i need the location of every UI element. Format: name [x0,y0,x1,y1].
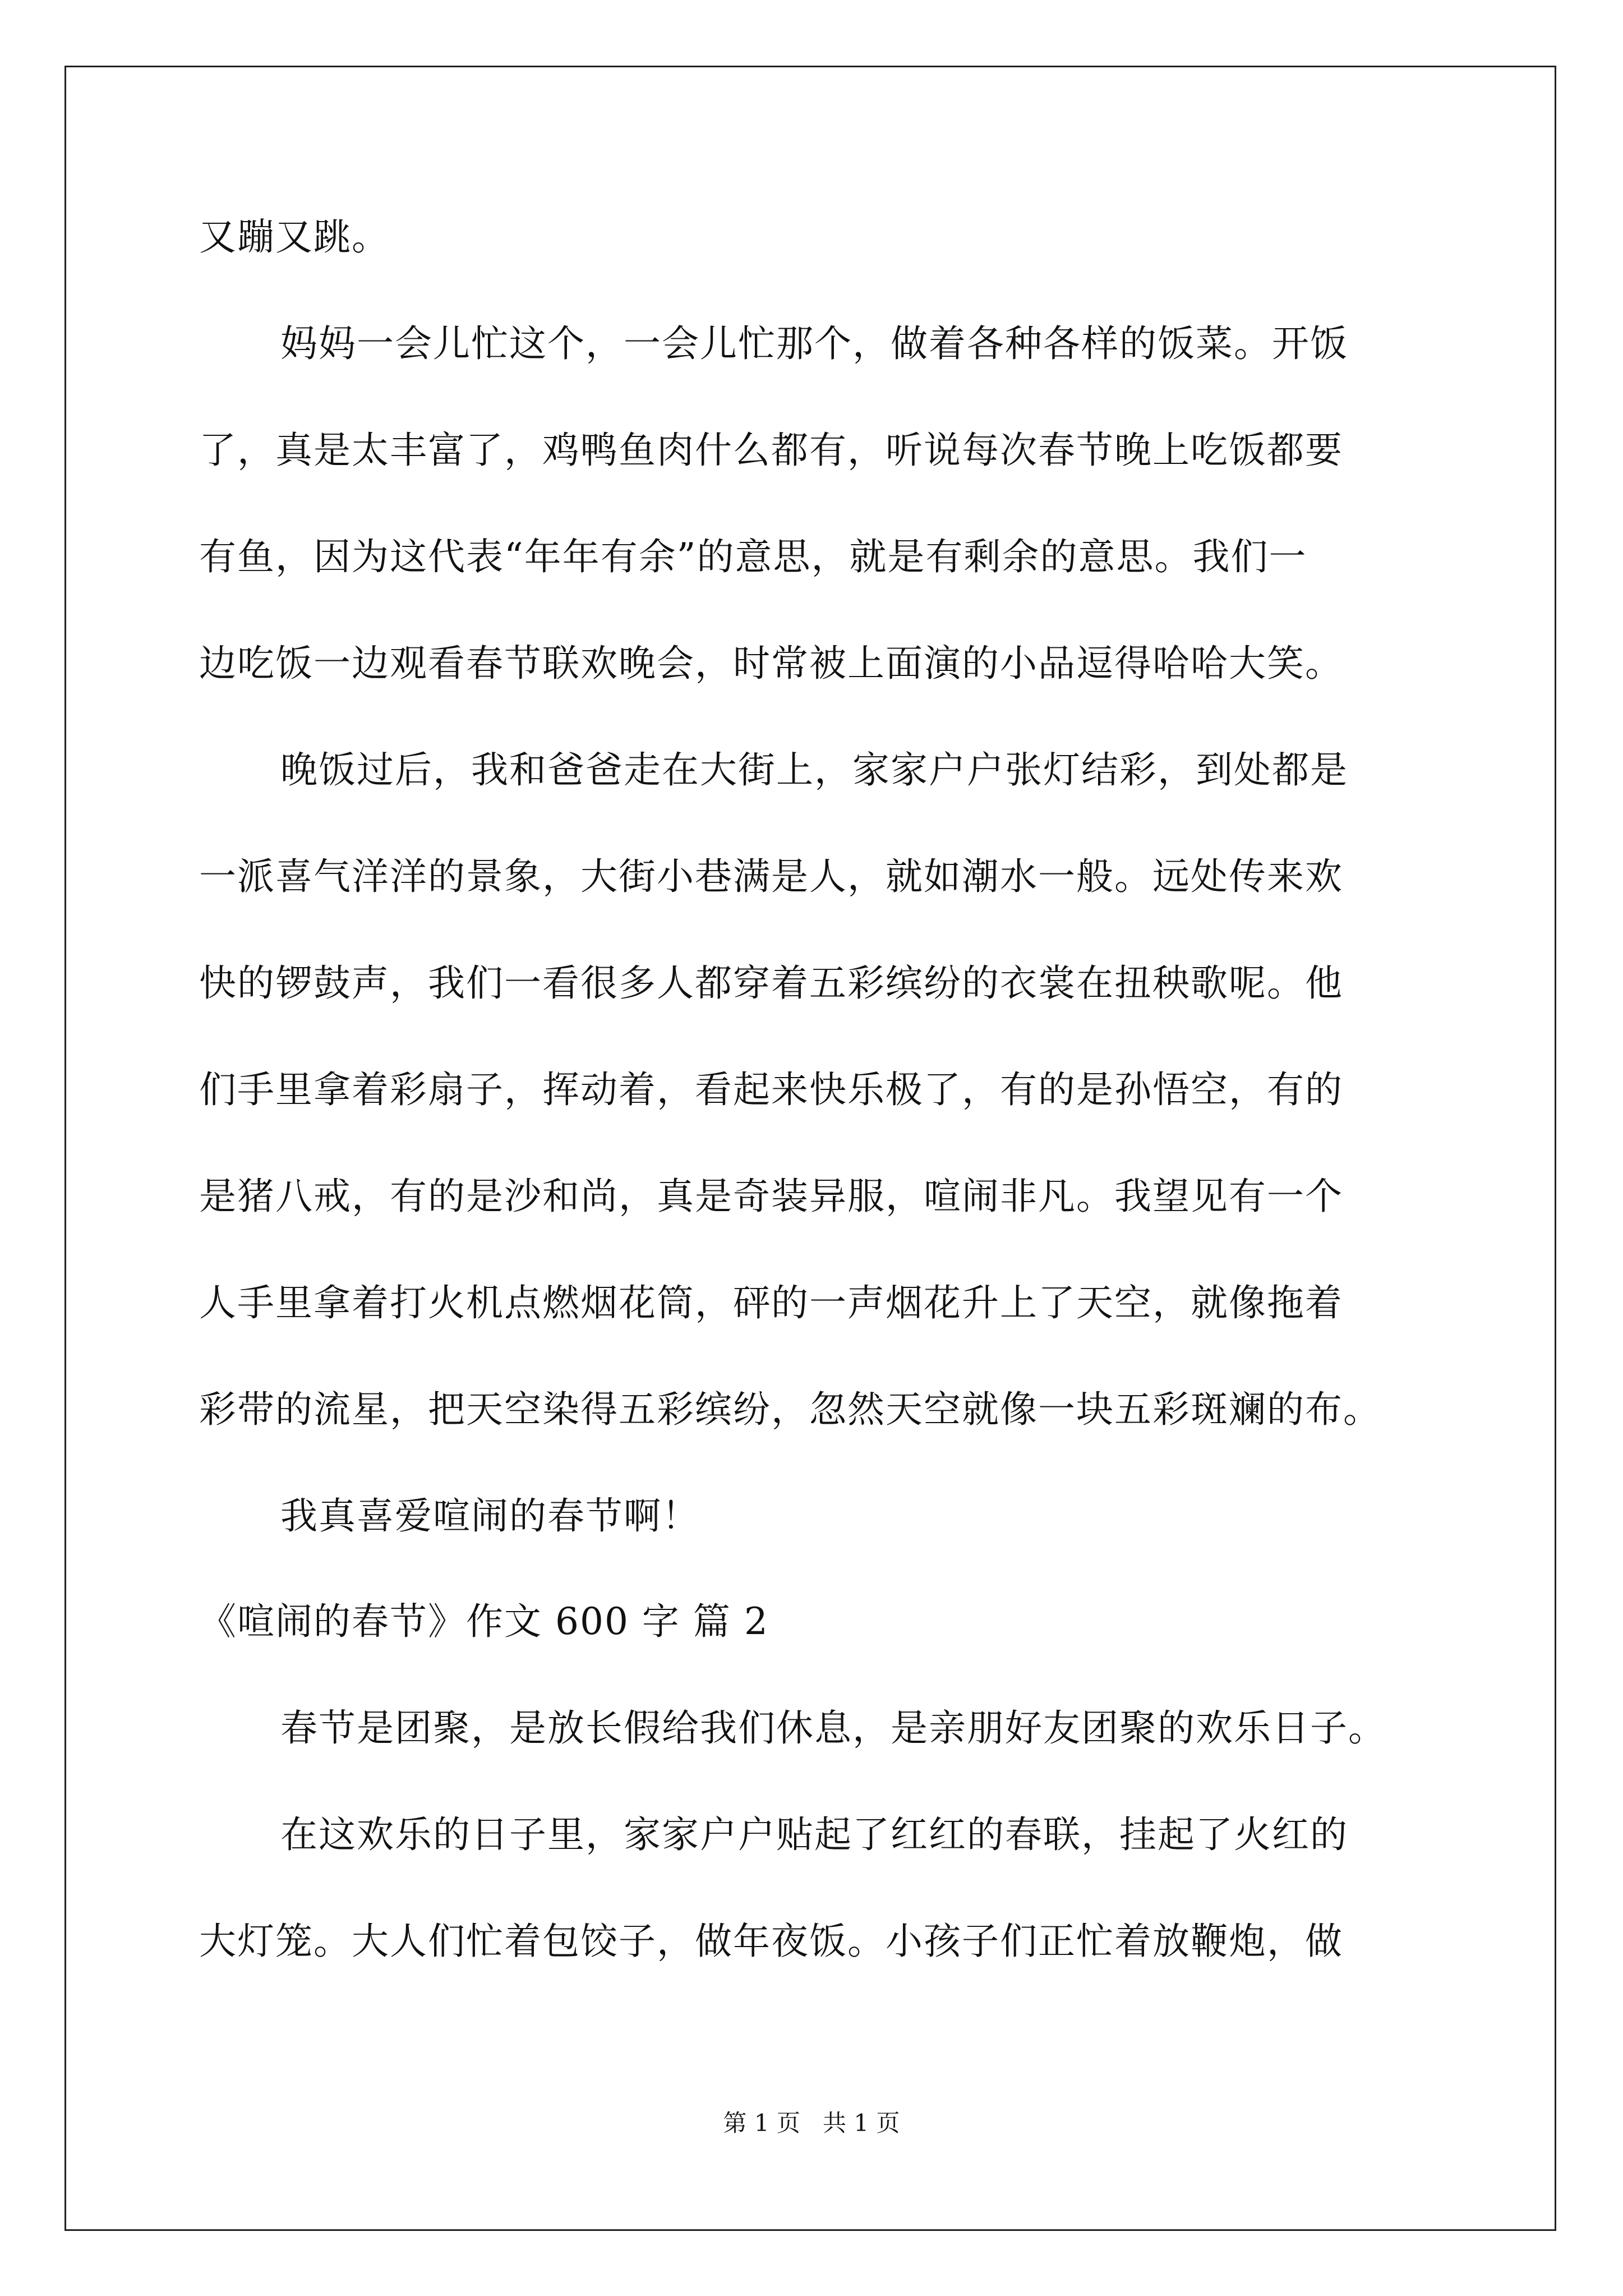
body-line-16: 在这欢乐的日子里，家家户户贴起了红红的春联，挂起了火红的 [280,1813,1348,1856]
body-line-9: 们手里拿着彩扇子，挥动着，看起来快乐极了，有的是孙悟空，有的 [199,1068,1343,1111]
page-frame [64,66,1556,2231]
body-line-4: 有鱼，因为这代表“年年有余”的意思，就是有剩余的意思。我们一 [199,535,1307,578]
body-line-2: 妈妈一会儿忙这个，一会儿忙那个，做着各种各样的饭菜。开饭 [280,322,1348,365]
body-line-11: 人手里拿着打火机点燃烟花筒，砰的一声烟花升上了天空，就像拖着 [199,1281,1343,1324]
body-line-7: 一派喜气洋洋的景象，大街小巷满是人，就如潮水一般。远处传来欢 [199,855,1343,898]
body-line-15: 春节是团聚，是放长假给我们休息，是亲朋好友团聚的欢乐日子。 [280,1706,1386,1750]
body-line-13: 我真喜爱喧闹的春节啊！ [280,1494,700,1538]
body-line-3: 了，真是太丰富了，鸡鸭鱼肉什么都有，听说每次春节晚上吃饭都要 [199,429,1343,472]
body-line-5: 边吃饭一边观看春节联欢晚会，时常被上面演的小品逗得哈哈大笑。 [199,642,1343,685]
section-heading: 《喧闹的春节》作文 600 字 篇 2 [199,1600,769,1643]
body-line-17: 大灯笼。大人们忙着包饺子，做年夜饭。小孩子们正忙着放鞭炮，做 [199,1920,1343,1963]
body-line-6: 晚饭过后，我和爸爸走在大街上，家家户户张灯结彩，到处都是 [280,748,1348,792]
body-line-8: 快的锣鼓声，我们一看很多人都穿着五彩缤纷的衣裳在扭秧歌呢。他 [199,961,1343,1005]
body-line-10: 是猪八戒，有的是沙和尚，真是奇装异服，喧闹非凡。我望见有一个 [199,1175,1343,1218]
body-line-12: 彩带的流星，把天空染得五彩缤纷，忽然天空就像一块五彩斑斓的布。 [199,1388,1381,1431]
body-line-1: 又蹦又跳。 [199,215,390,259]
page-footer: 第 1 页 共 1 页 [723,2109,900,2137]
